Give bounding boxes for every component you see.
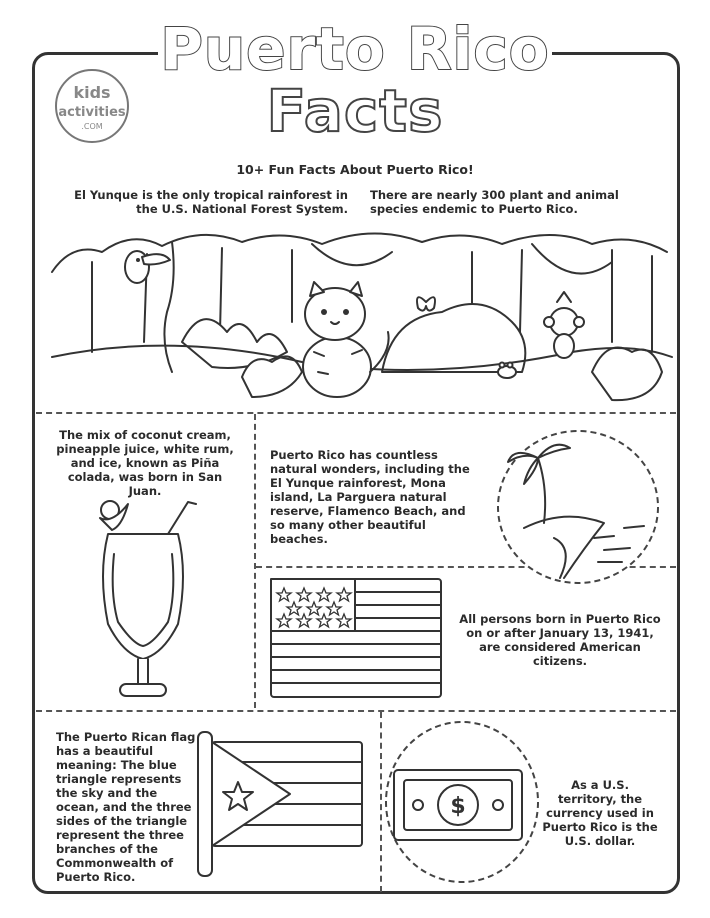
subtitle: 10+ Fun Facts About Puerto Rico! — [236, 162, 474, 177]
butterfly-icon — [417, 297, 435, 310]
fact-el-yunque: El Yunque is the only tropical rainforest in the U.S. National Forest System. — [74, 188, 348, 216]
puerto-rico-flag-icon — [198, 732, 364, 878]
dollar-sign-icon: $ — [450, 794, 466, 819]
tiger-icon — [303, 282, 389, 397]
pina-colada-glass-icon — [78, 494, 208, 704]
monkey-icon — [544, 292, 584, 358]
fact-endemic-species: There are nearly 300 plant and animal species endemic to Puerto Rico. — [370, 188, 619, 216]
title-line-2: Facts — [266, 77, 444, 145]
fact-natural-wonders: Puerto Rico has countless natural wonders, including the El Yunque rainforest, Mona island, La Parguera natural reserve, Flamenco Beach, and so many other beautiful beaches. — [270, 448, 470, 546]
toucan-icon — [125, 251, 170, 283]
logo-kids-text: kids — [73, 83, 111, 102]
us-flag-icon — [270, 578, 442, 698]
bush-right — [592, 348, 662, 401]
rainforest-illustration — [52, 222, 672, 412]
bush-center — [382, 304, 525, 372]
fact-puerto-rican-flag: The Puerto Rican flag has a beautiful meaning: The blue triangle represents the sky and the ocean, and the three sides of the triangle represent the three branches of the Commonwealth of Puerto Rico. — [56, 730, 196, 884]
dollar-bill-circle-icon — [384, 718, 544, 886]
divider-vertical-2 — [380, 712, 382, 892]
frog-icon — [498, 363, 516, 379]
divider-horizontal-1 — [36, 412, 676, 414]
fact-us-dollar: As a U.S. territory, the currency used in Puerto Rico is the U.S. dollar. — [542, 778, 658, 848]
title-line-1: Puerto Rico — [160, 15, 550, 83]
bush-left — [242, 356, 302, 397]
divider-vertical-1 — [254, 414, 256, 708]
kids-activities-logo — [44, 66, 140, 146]
logo-activities-text: activities — [58, 105, 126, 120]
beach-palm-circle-icon — [494, 428, 662, 586]
fact-american-citizens: All persons born in Puerto Rico on or after January 13, 1941, are considered American citizens. — [459, 612, 661, 668]
fact-pina-colada: The mix of coconut cream, pineapple juice, white rum, and ice, known as Piña colada, was born in San Juan. — [56, 428, 234, 498]
divider-horizontal-3 — [36, 710, 676, 712]
logo-com-text: .COM — [81, 122, 103, 131]
